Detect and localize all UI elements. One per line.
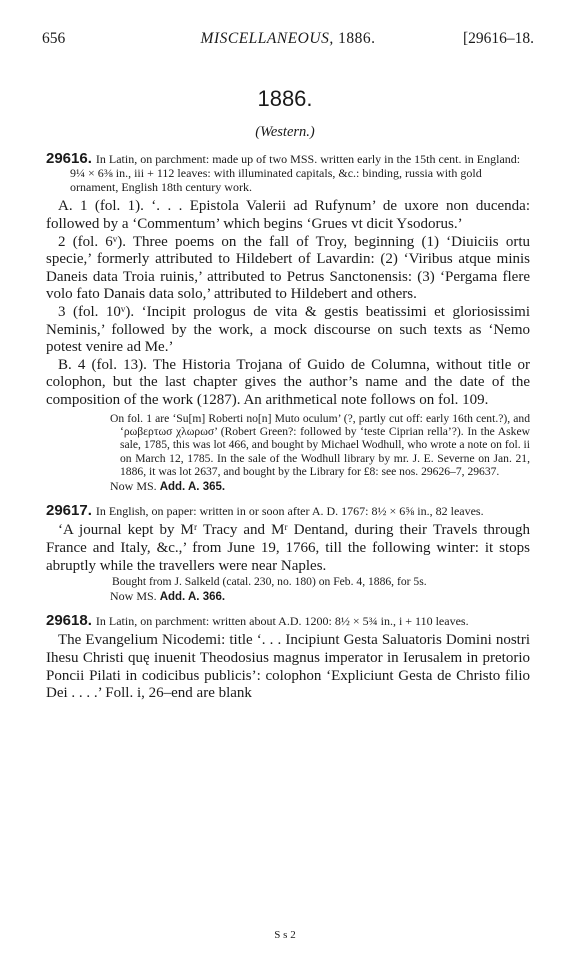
section-year-heading: 1886. bbox=[257, 86, 313, 111]
entry-number: 29618. bbox=[46, 611, 92, 629]
entry-head-text: In Latin, on parchment: written about A.D. 1200: 8½ × 5¾ in., i + 110 leaves. bbox=[95, 613, 469, 628]
entry-description bbox=[46, 501, 530, 519]
running-title-year: 1886. bbox=[338, 30, 376, 47]
running-title bbox=[42, 30, 534, 48]
entry-head-text: In English, on paper: written in or soon after A. D. 1767: 8½ × 6⅝ in., 82 leaves. bbox=[95, 503, 484, 518]
entry bbox=[46, 501, 530, 604]
entry-paragraph: 2 (fol. 6ᵛ). Three poems on the fall of Troy, beginning (1) ‘Diuiciis ortu specie,’ formerly attributed to Hildebert of Lavardin: (2) ‘Viribus atque minis Daneis data Troia ruinis,’ attributed to Petrus Sanctonensis: (3) ‘Pergama flere volo fato Danais data solo,’ attributed to Hildebert and others. bbox=[46, 233, 530, 303]
entry bbox=[46, 611, 530, 703]
shelfmark bbox=[110, 589, 530, 604]
document-body bbox=[46, 152, 530, 703]
provenance-note: On fol. 1 are ‘Su[m] Roberti no[n] Muto oculum’ (?, partly cut off: early 16th cent.?), and ‘ρωβερτωσ χλωρωσ’ (Robert Green?: followed by ‘teste Ciprian rella’?). In the Askew sale, 1785, this was lot 466, and bought by Michael Wodhull, who wrote a note on fol. ii on March 12, 1785. In the sale of the Wodhull library by mr. J. E. Severne on Jan. 21, 1886, it was lot 2637, and bought by the Library for £8: see nos. 29626–7, 29637. bbox=[110, 411, 530, 479]
entry-paragraph: B. 4 (fol. 13). The Historia Trojana of Guido de Columna, without title or colophon, but the last chapter gives the author’s name and the date of the composition of the work (1287). An arithmetical note follows on fol. 109. bbox=[46, 356, 530, 408]
shelfmark-label: Now MS. bbox=[110, 478, 157, 493]
shelfmark-label: Now MS. bbox=[110, 588, 157, 603]
entry-paragraph: 3 (fol. 10ᵛ). ‘Incipit prologus de vita & gestis beatissimi et gloriosissimi Neminis,’ followed by the work, a mock discourse on such texts as ‘Nemo potest venire ad Me.’ bbox=[46, 303, 530, 356]
entry-paragraph: The Evangelium Nicodemi: title ‘. . . Incipiunt Gesta Saluatoris Domini nostri Ihesu Christi quę inuenit Theodosius magnus imperator in Ierusalem in pretorio Poncii Pilati in codicibus publicis’: colophon ‘Expliciunt Gesta de Christo filio Dei . . . .’ Foll. i, 26–end are blank bbox=[46, 632, 530, 702]
shelfmark-id: Add. A. 365. bbox=[159, 480, 226, 493]
entry-number: 29617. bbox=[46, 501, 92, 519]
entry bbox=[46, 152, 530, 494]
signature-mark: S s 2 bbox=[274, 929, 296, 941]
section-subtitle bbox=[0, 124, 570, 141]
entry-description bbox=[46, 152, 530, 194]
provenance-note: Bought from J. Salkeld (catal. 230, no. 180) on Feb. 4, 1886, for 5s. bbox=[112, 575, 427, 589]
shelfmark-id: Add. A. 366. bbox=[159, 590, 226, 603]
page-number: 656 bbox=[42, 30, 66, 47]
section-subtitle-text: (Western.) bbox=[255, 124, 315, 140]
entry-description bbox=[46, 611, 530, 629]
running-header bbox=[42, 30, 534, 52]
entry-head-text: In Latin, on parchment: made up of two MSS. written early in the 15th cent. in England: 9¼ × 6⅜ in., iii + 112 leaves: with illuminated capitals, &c.: binding, russia with gold ornament, English 18th century work. bbox=[70, 152, 521, 194]
running-title-text: MISCELLANEOUS, bbox=[200, 30, 334, 47]
entry-paragraph: ‘A journal kept by Mʳ Tracy and Mʳ Dentand, during their Travels through France and Italy, &c.,’ from June 19, 1766, till the following winter: it stops abruptly while the travellers were near Naples. bbox=[46, 522, 530, 574]
entry-number: 29616. bbox=[46, 150, 92, 167]
entry-paragraph: A. 1 (fol. 1). ‘. . . Epistola Valerii ad Rufynum’ de uxore non ducenda: followed by a ‘Commentum’ which begins ‘Grues vt dicit Ysodorus.’ bbox=[46, 198, 530, 232]
entry-range: [29616–18. bbox=[462, 30, 534, 47]
shelfmark bbox=[110, 479, 530, 494]
